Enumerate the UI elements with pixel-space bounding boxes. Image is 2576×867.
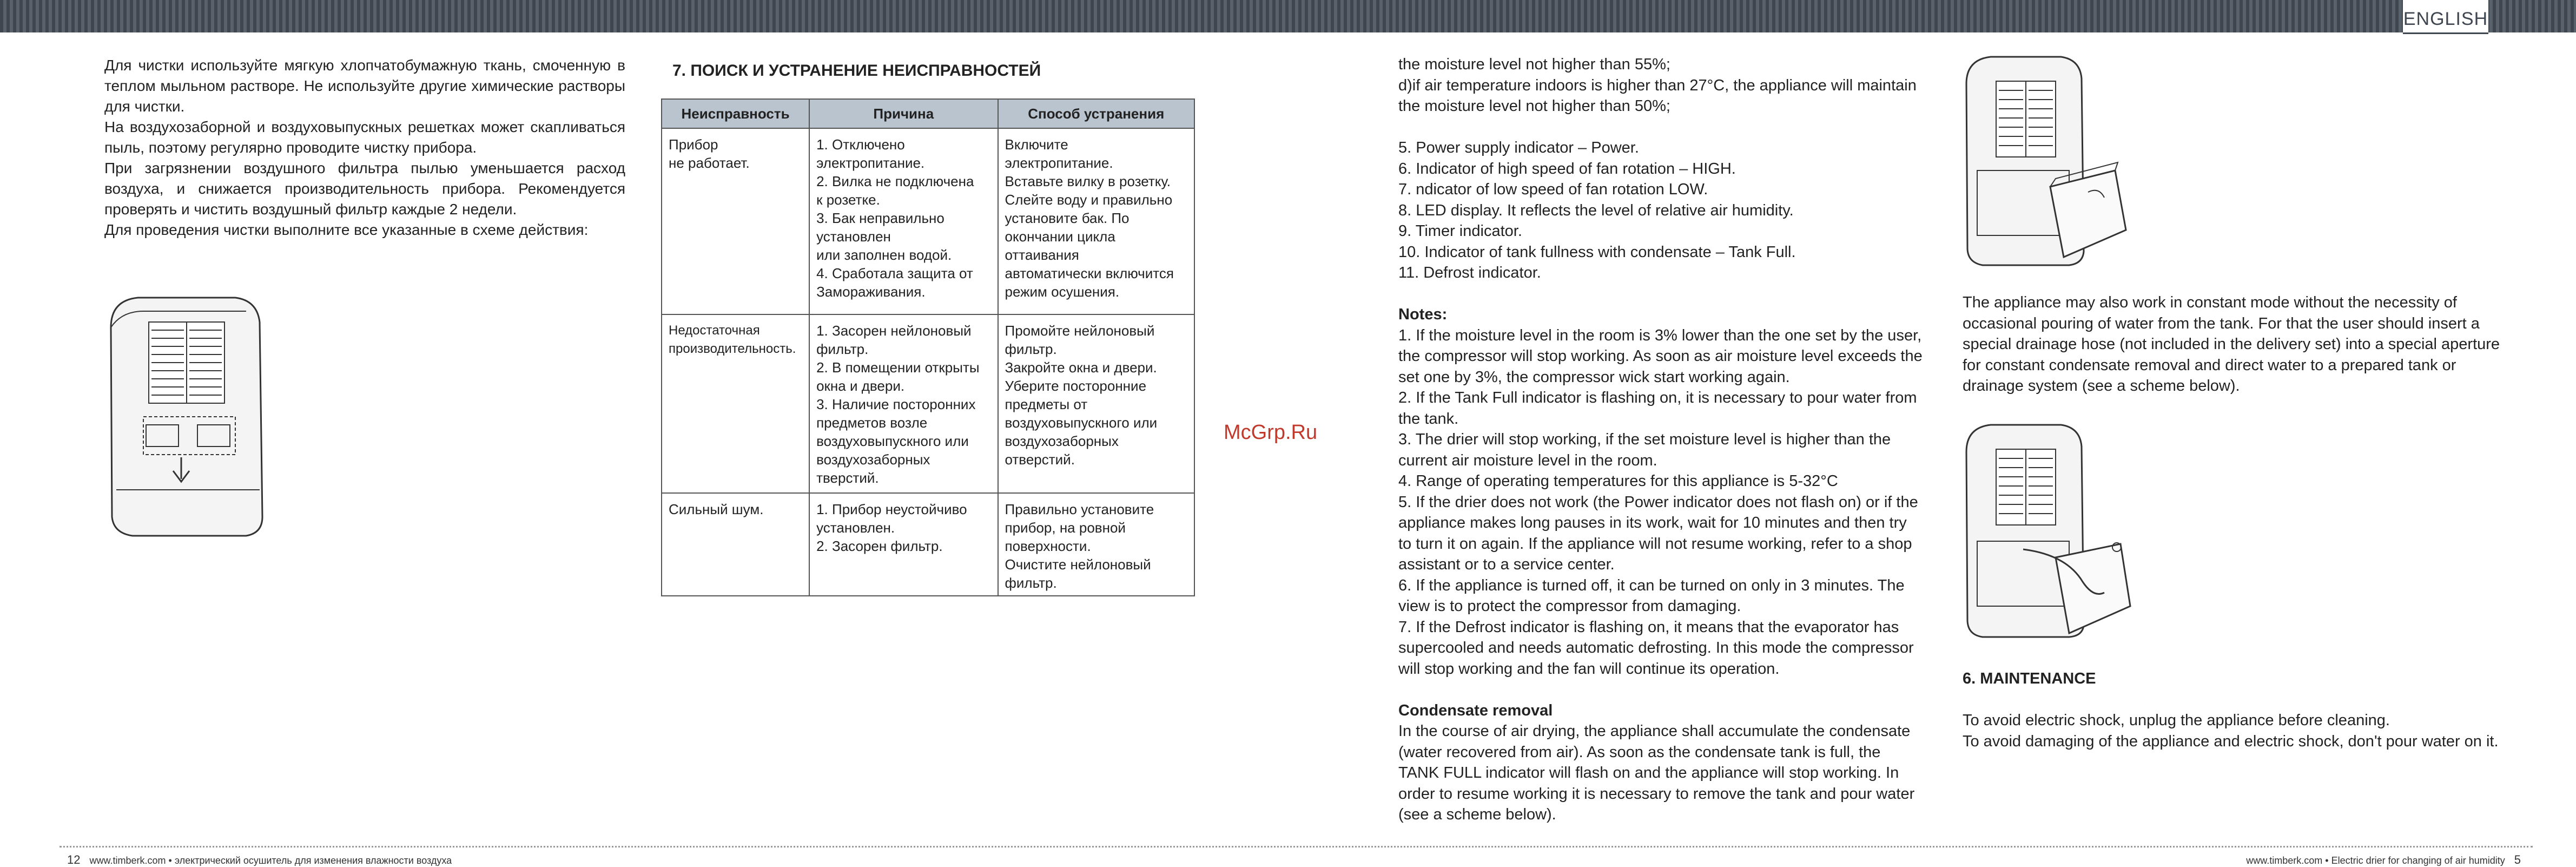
right-page-number: 5 — [2514, 853, 2521, 866]
tank-removal-illustration — [1958, 51, 2137, 268]
condensate-text: In the course of air drying, the appliance shall accumulate the condensate (water recovered from air). As soon as the condensate tank is full, the TANK FULL indicator will flash on and the appliance will stop working. In order to resume working it is necessary to remove the tank and pour water (see a scheme below). — [1398, 722, 1915, 823]
note-item: 4. Range of operating temperatures for this appliance is 5-32°C — [1398, 472, 1838, 490]
cleaning-instructions — [104, 55, 625, 240]
indicator-item: 10. Indicator of tank fullness with condensate – Tank Full. — [1398, 243, 1796, 261]
indicator-item: 5. Power supply indicator – Power. — [1398, 139, 1639, 156]
condensate-title: Condensate removal — [1398, 701, 1553, 719]
right-main-column — [1398, 54, 1923, 825]
maintenance-block — [1963, 668, 2509, 752]
cause-cell — [809, 314, 998, 493]
note-item: 7. If the Defrost indicator is flashing on, it means that the evaporator has supercooled and needs automatic defrosting. In this mode the compressor will stop working and the fan will continue its operation. — [1398, 618, 1914, 678]
fault-cell — [662, 493, 809, 596]
constant-mode-block — [1963, 292, 2509, 397]
troubleshooting-title: 7. ПОИСК И УСТРАНЕНИЕ НЕИСПРАВНОСТЕЙ — [672, 62, 1041, 80]
column-header: Неисправность — [662, 99, 809, 128]
fault-cell — [662, 128, 809, 314]
note-item: 1. If the moisture level in the room is 3% lower than the one set by the user, the compressor will stop working. As soon as air moisture level exceeds the set one by 3%, the compressor wick start working again. — [1398, 326, 1923, 386]
maintenance-line: To avoid electric shock, unplug the appliance before cleaning. — [1963, 712, 2390, 729]
note-item: 2. If the Tank Full indicator is flashing on, it is necessary to pour water from the tank. — [1398, 389, 1917, 428]
maintenance-line: To avoid damaging of the appliance and electric shock, don't pour water on it. — [1963, 732, 2499, 750]
watermark-text: McGrp.Ru — [1224, 421, 1318, 444]
column-header: Способ устранения — [998, 99, 1195, 128]
note-item: 5. If the drier does not work (the Power indicator does not flash on) or if the appliance makes long pauses in its work, wait for 10 minutes and then try to turn it on again. If the appliance will not resume working, refer to a shop assistant or to a service center. — [1398, 493, 1918, 573]
cause-cell — [809, 493, 998, 596]
cause-text: 1. Прибор неустойчиво установлен. 2. Засорен фильтр. — [816, 501, 967, 554]
constant-mode-text: The appliance may also work in constant mode without the necessity of occasional pouring of water from the tank. For that the user should insert a special drainage hose (not included in the delivery set) into a special aperture for constant condensate removal and direct water to a prepared tank or drainage system (see a scheme below). — [1963, 294, 2500, 395]
indicator-item: 9. Timer indicator. — [1398, 222, 1522, 240]
table-header-row — [662, 99, 1194, 128]
remedy-text: Правильно установите прибор, на ровной поверхности. Очистите нейлоновый фильтр. — [1005, 501, 1154, 591]
remedy-cell — [998, 314, 1195, 493]
right-footer — [2246, 853, 2527, 867]
footer-divider — [60, 846, 2533, 848]
remedy-text: Промойте нейлоновый фильтр. Закройте окна и двери. Уберите посторонние предметы от воздуховыпускного или воздухозаборных отверстий. — [1005, 323, 1158, 468]
fault-cell — [662, 314, 809, 493]
cleaning-paragraph: Для чистки используйте мягкую хлопчатобумажную ткань, смоченную в теплом мыльном растворе. Не используйте другие химические растворы для чистки. — [104, 57, 625, 115]
left-footer — [61, 853, 452, 867]
intro-line: d)if air temperature indoors is higher than 27°C, the appliance will maintain — [1398, 76, 1917, 94]
remedy-cell — [998, 128, 1195, 314]
note-item: 3. The drier will stop working, if the set moisture level is higher than the current air moisture level in the room. — [1398, 431, 1891, 469]
cause-text: 1. Засорен нейлоновый фильтр. 2. В помещении открыты окна и двери. 3. Наличие посторонних предметов возле воздуховыпускного или воздухозаборных тверстий. — [816, 323, 980, 486]
cause-cell — [809, 128, 998, 314]
fault-text: Недостаточная производительность. — [669, 323, 796, 356]
indicator-item: 11. Defrost indicator. — [1398, 264, 1541, 281]
table-row — [662, 493, 1194, 596]
indicator-item: 6. Indicator of high speed of fan rotation – HIGH. — [1398, 160, 1736, 178]
table-row — [662, 128, 1194, 314]
cause-text: 1. Отключено электропитание. 2. Вилка не подключена к розетке. 3. Бак неправильно установлен или заполнен водой. 4. Сработала защита от Замораживания. — [816, 136, 974, 300]
dehumidifier-cleaning-illustration — [100, 290, 279, 549]
language-tab — [2403, 0, 2488, 34]
maintenance-title: 6. MAINTENANCE — [1963, 670, 2096, 687]
fault-text: Прибор не работает. — [669, 136, 750, 171]
troubleshooting-table — [661, 98, 1195, 596]
intro-line: the moisture level not higher than 55%; — [1398, 56, 1670, 73]
fault-text: Сильный шум. — [669, 501, 764, 517]
note-item: 6. If the appliance is turned off, it can be turned on only in 3 minutes. The view is to protect the compressor from damaging. — [1398, 576, 1905, 615]
cleaning-paragraph: На воздухозаборной и воздуховыпускных решетках может скапливаться пыль, поэтому регулярно проводите чистку прибора. — [104, 119, 625, 156]
right-footer-text: www.timberk.com • Electric drier for changing of air humidity — [2246, 855, 2505, 866]
indicator-item: 7. ndicator of low speed of fan rotation LOW. — [1398, 181, 1708, 198]
table-row — [662, 314, 1194, 493]
cleaning-paragraph: Для проведения чистки выполните все указанные в схеме действия: — [104, 221, 589, 238]
notes-title: Notes: — [1398, 306, 1448, 323]
column-header: Причина — [809, 99, 998, 128]
remedy-cell — [998, 493, 1195, 596]
indicator-item: 8. LED display. It reflects the level of relative air humidity. — [1398, 201, 1794, 219]
language-label: ENGLISH — [2403, 9, 2488, 29]
left-footer-text: www.timberk.com • электрический осушитель для изменения влажности воздуха — [89, 855, 452, 866]
intro-line: the moisture level not higher than 50%; — [1398, 97, 1670, 115]
cleaning-paragraph: При загрязнении воздушного фильтра пылью уменьшается расход воздуха, и снижается производительность прибора. Рекомендуется проверять и чистить воздушный фильтр каждые 2 недели. — [104, 160, 625, 218]
header-stripe-bar — [0, 0, 2576, 32]
drainage-hose-illustration — [1958, 419, 2137, 647]
remedy-text: Включите электропитание. Вставьте вилку в розетку. Слейте воду и правильно установите бак. По окончании цикла оттаивания автоматически включится режим осушения. — [1005, 136, 1174, 300]
left-page-number: 12 — [67, 853, 81, 866]
